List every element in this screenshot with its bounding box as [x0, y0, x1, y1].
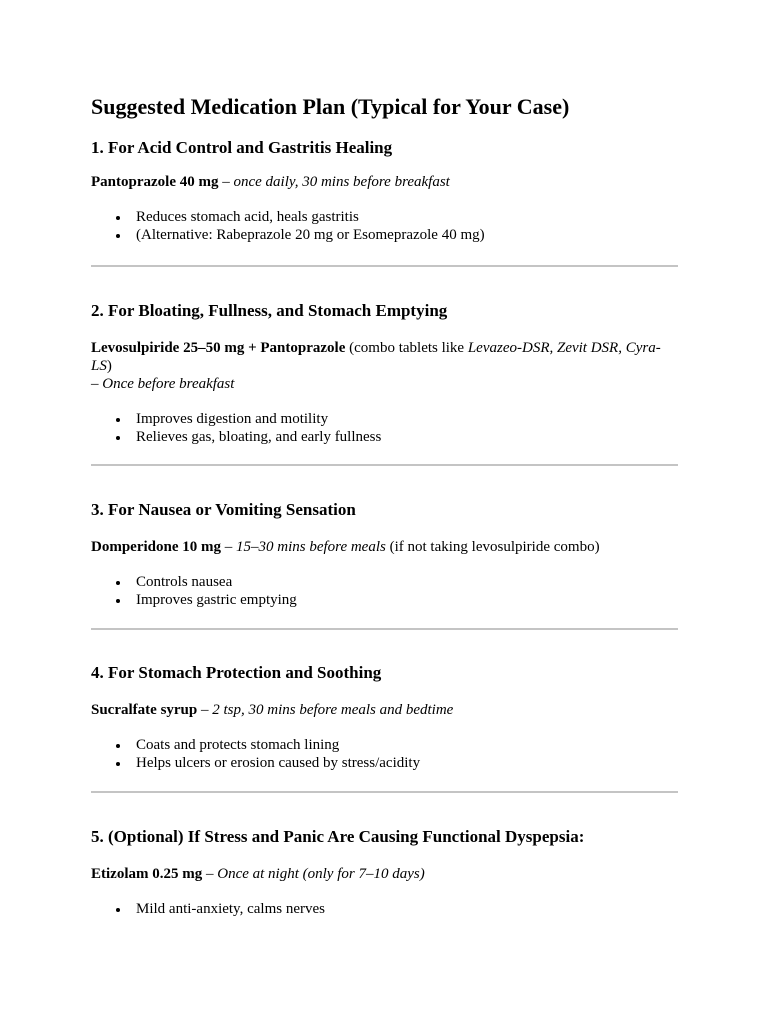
section-stress-panic [91, 826, 678, 918]
bullet-list [91, 410, 678, 446]
list-item: Reduces stomach acid, heals gastritis [136, 208, 678, 226]
dosage-instructions: Once at night (only for 7–10 days) [217, 866, 425, 882]
medication-line [91, 339, 678, 393]
divider [91, 791, 678, 793]
section-heading: 1. For Acid Control and Gastritis Healing [91, 138, 393, 157]
list-item: Coats and protects stomach lining [136, 736, 678, 754]
divider [91, 628, 678, 630]
combo-names: Levazeo-DSR, Zevit DSR, Cyra-LS [91, 340, 661, 374]
drug-name: Etizolam 0.25 mg [91, 866, 203, 882]
section-acid-control [91, 137, 678, 244]
medication-line [91, 865, 678, 883]
section-heading: 3. For Nausea or Vomiting Sensation [91, 500, 356, 519]
bullet-list [91, 208, 678, 244]
section-stomach-protection [91, 662, 678, 772]
combo-suffix: ) [106, 358, 112, 374]
divider [91, 464, 678, 466]
medication-line [91, 538, 678, 556]
drug-name: Levosulpiride 25–50 mg + Pantoprazole [91, 340, 346, 356]
drug-name: Domperidone 10 mg [91, 539, 221, 555]
drug-name: Sucralfate syrup [91, 702, 198, 718]
list-item: Mild anti-anxiety, calms nerves [136, 900, 678, 918]
dosage-instructions: – Once before breakfast [91, 376, 235, 392]
dosage-note: (if not taking levosulpiride combo) [385, 539, 600, 555]
page-title: Suggested Medication Plan (Typical for Your Case) [91, 94, 570, 119]
dosage-instructions: 2 tsp, 30 mins before meals and bedtime [212, 702, 454, 718]
section-bloating [91, 300, 678, 446]
list-item: Improves digestion and motility [136, 410, 678, 428]
separator: – [221, 539, 236, 555]
bullet-list [91, 736, 678, 772]
list-item: Relieves gas, bloating, and early fullness [136, 428, 678, 446]
bullet-list [91, 900, 678, 918]
section-heading: 4. For Stomach Protection and Soothing [91, 663, 382, 682]
list-item: (Alternative: Rabeprazole 20 mg or Esomeprazole 40 mg) [136, 226, 678, 244]
divider [91, 265, 678, 267]
medication-line [91, 173, 678, 191]
bullet-list [91, 573, 678, 609]
list-item: Helps ulcers or erosion caused by stress/acidity [136, 754, 678, 772]
medication-line [91, 701, 678, 719]
separator: – [197, 702, 213, 718]
list-item: Improves gastric emptying [136, 591, 678, 609]
section-nausea [91, 499, 678, 609]
combo-prefix: (combo tablets like [345, 340, 468, 356]
dosage-instructions: once daily, 30 mins before breakfast [233, 174, 450, 190]
separator: – [218, 174, 234, 190]
list-item: Controls nausea [136, 573, 678, 591]
dosage-instructions: 15–30 mins before meals [236, 539, 386, 555]
section-heading: 2. For Bloating, Fullness, and Stomach Emptying [91, 301, 448, 320]
drug-name: Pantoprazole 40 mg [91, 174, 219, 190]
separator: – [202, 866, 218, 882]
section-heading: 5. (Optional) If Stress and Panic Are Causing Functional Dyspepsia: [91, 827, 585, 846]
